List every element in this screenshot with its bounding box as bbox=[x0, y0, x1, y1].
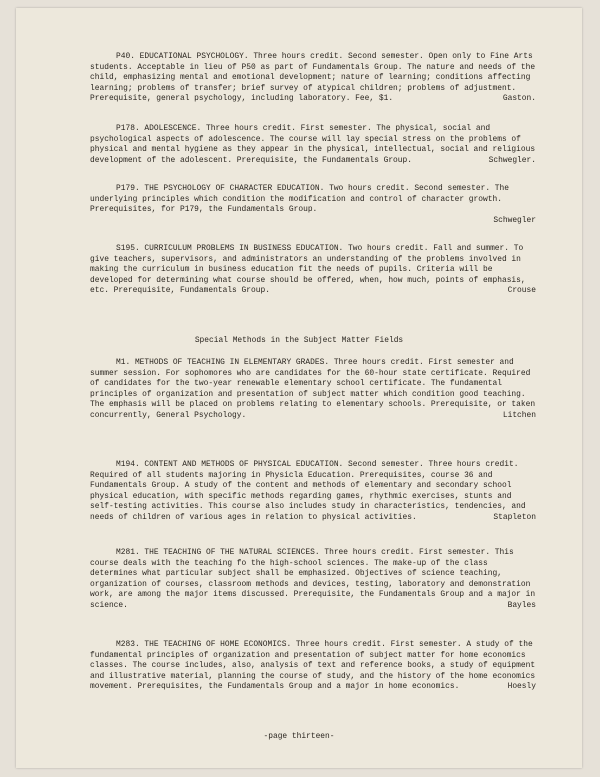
course-description: M1. METHODS OF TEACHING IN ELEMENTARY GRADES. Three hours credit. First semester and summer session. For sophomores who are candidates for the 60-hour state certificate. Required of candidates for the two-year renewable elementary school certificate. The fundamental principles of organization and presentation of subject matter which condition good teaching. The emphasis will be placed on problems relating to elementary schools. Prerequisite, or taken concurrently, General Psychology. bbox=[90, 358, 536, 420]
course-description: M283. THE TEACHING OF HOME ECONOMICS. Three hours credit. First semester. A study of the fundamental principles of organization and presentation of subject matter for home economics classes. The course includes, also, analysis of text and reference books, a study of equipment and illustrative material, planning the course of study, and the history of the home economics movement. Prerequisites, the Fundamentals Group and a major in home economics. bbox=[90, 640, 536, 692]
document-page bbox=[16, 8, 582, 768]
course-entry-m281 bbox=[90, 548, 536, 612]
course-description: P40. EDUCATIONAL PSYCHOLOGY. Three hours credit. Second semester. Open only to Fine Arts students. Acceptable in lieu of P50 as part of Fundamentals Group. The nature and needs of the child, emphasizing mental and emotional development; nature of learning; conditions affecting learning; problems of transfer; brief survey of atypical children; problems of adjustment. Prerequisite, general psychology, including laboratory. Fee, $1. bbox=[90, 52, 536, 104]
course-description: M194. CONTENT AND METHODS OF PHYSICAL EDUCATION. Second semester. Three hours credit. Required of all students majoring in Physicla Education. Prerequisites, course 36 and Fundamentals Group. A study of the content and methods of elementary and secondary school physical education, with specific methods regarding games, rhythmic exercises, stunts and self-testing activities. This course also includes study in characteristics, tendencies, and needs of children of various ages in relation to physical activities. bbox=[90, 460, 526, 522]
course-instructor: Litchen bbox=[502, 410, 536, 420]
section-heading: Special Methods in the Subject Matter Fields bbox=[194, 336, 404, 345]
course-instructor: Hoesly bbox=[507, 682, 536, 692]
course-entry-m194 bbox=[90, 460, 536, 524]
course-entry-m283 bbox=[90, 640, 536, 693]
course-instructor: Bayles bbox=[507, 600, 536, 610]
page-footer: -page thirteen- bbox=[263, 732, 335, 741]
course-entry-p179 bbox=[90, 184, 536, 226]
course-entry-p178 bbox=[90, 124, 536, 166]
course-entry-s195 bbox=[90, 244, 536, 297]
course-instructor: Stapleton bbox=[493, 512, 536, 522]
course-description: P179. THE PSYCHOLOGY OF CHARACTER EDUCATION. Two hours credit. Second semester. The underlying principles which condition the modification and control of character growth. Prerequisites, for P179, the Fundamentals Group. bbox=[90, 184, 510, 215]
course-description: P178. ADOLESCENCE. Three hours credit. First semester. The physical, social and psychological aspects of adolescence. The course will lay special stress on the problems of physical and mental hygiene as they appear in the physical, intellectual, social and religious development of the adolescent. Prerequisite, the Fundamentals Group. bbox=[90, 124, 536, 165]
course-description: M281. THE TEACHING OF THE NATURAL SCIENCES. Three hours credit. First semester. This course deals with the teaching fo the high-school sciences. The make-up of the class determines what particular subject shall be emphasized. Objectives of science teaching, organization of courses, classroom methods and devices, testing, laboratory and demonstration work, are among the major items discussed. Prerequisite, the Fundamentals Group and a major in science. bbox=[90, 548, 536, 610]
course-instructor: Gaston. bbox=[502, 94, 536, 104]
course-instructor: Schwegler. bbox=[488, 155, 536, 165]
course-description: S195. CURRICULUM PROBLEMS IN BUSINESS EDUCATION. Two hours credit. Fall and summer. To give teachers, supervisors, and administrators an understanding of the problems involved in making the curriculum in business education fit the needs of pupils. Criteria will be developed for determining what course should be offered, when, how much, points of emphasis, etc. Prerequisite, Fundamentals Group. bbox=[90, 244, 526, 296]
course-instructor: Crouse bbox=[507, 286, 536, 296]
course-entry-p40 bbox=[90, 52, 536, 105]
course-instructor: Schwegler bbox=[493, 215, 536, 225]
course-entry-m1 bbox=[90, 358, 536, 422]
